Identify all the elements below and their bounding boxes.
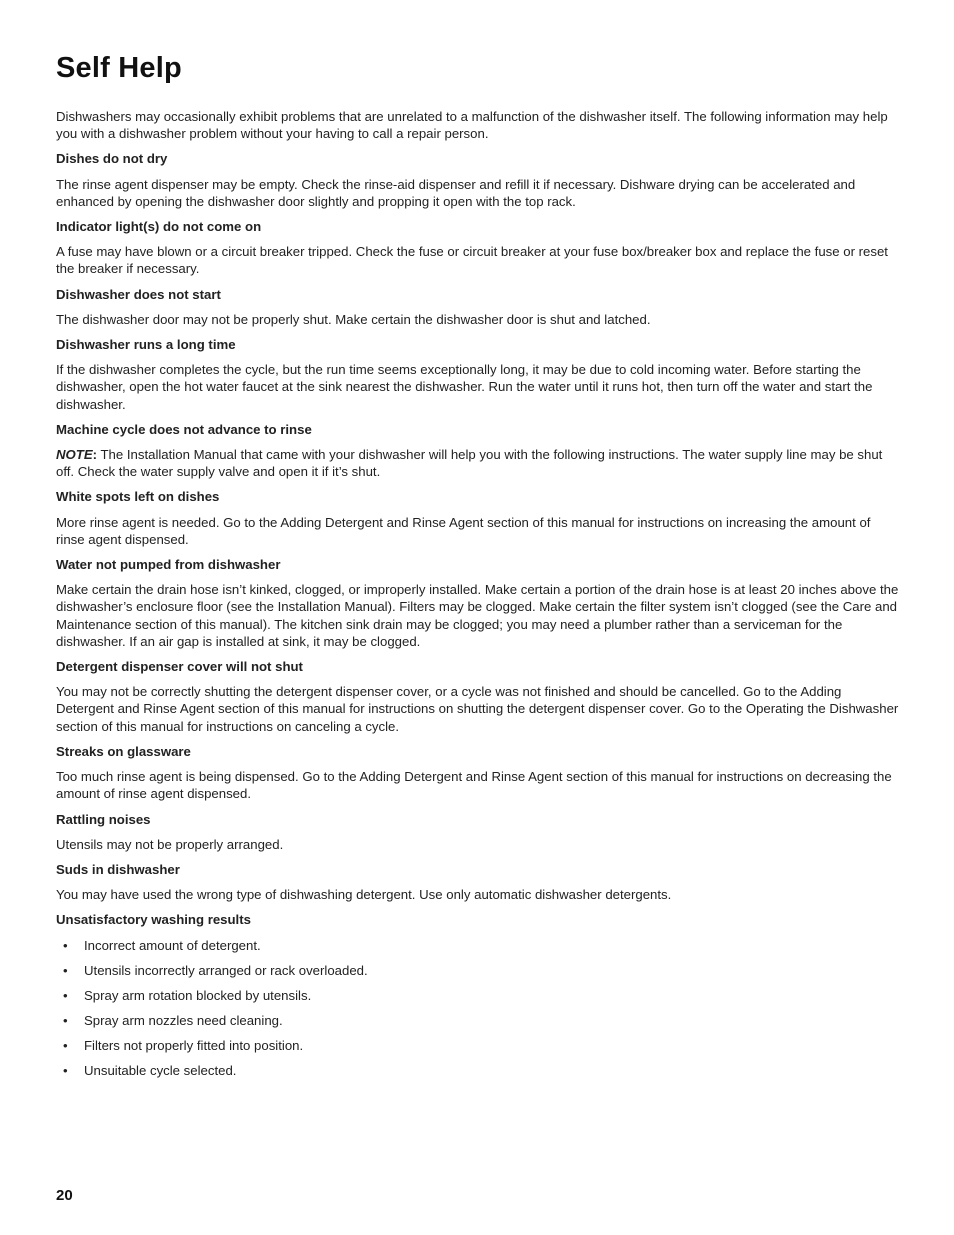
list-item	[56, 962, 901, 979]
list-item-text: Filters not properly fitted into position.	[84, 1037, 304, 1053]
section-heading: Indicator light(s) do not come on	[56, 219, 262, 235]
note-label: NOTE	[56, 447, 93, 463]
section-streaks	[56, 743, 901, 803]
section-unsatisfactory-results	[56, 911, 901, 1078]
section-heading: Dishwasher runs a long time	[56, 337, 236, 353]
section-rattling	[56, 811, 901, 853]
results-list	[56, 937, 901, 1079]
section-body	[56, 446, 901, 480]
section-heading: Detergent dispenser cover will not shut	[56, 659, 303, 675]
bullet-icon: •	[63, 1012, 68, 1028]
list-item-text: Unsuitable cycle selected.	[84, 1062, 237, 1078]
page-content	[56, 48, 901, 1087]
intro-paragraph: Dishwashers may occasionally exhibit problems that are unrelated to a malfunction of the dishwasher itself. The following information may help you with a dishwasher problem without your having to call a repair person.	[56, 109, 888, 142]
bullet-icon: •	[63, 1037, 68, 1053]
section-body: If the dishwasher completes the cycle, but the run time seems exceptionally long, it may be due to cold incoming water. Before starting the dishwasher, open the hot water faucet at the sink nearest the dishwasher. Run the water until it runs hot, then turn off the water and start the dishwasher.	[56, 362, 873, 412]
note-text: The Installation Manual that came with your dishwasher will help you with the following instructions. The water supply line may be shut off. Check the water supply valve and open it if it’s shut.	[56, 447, 883, 480]
bullet-icon: •	[63, 937, 68, 953]
section-suds	[56, 861, 901, 903]
section-heading: Dishwasher does not start	[56, 286, 221, 302]
note-colon: :	[92, 447, 98, 463]
section-heading: Machine cycle does not advance to rinse	[56, 421, 312, 437]
section-body: Utensils may not be properly arranged.	[56, 836, 284, 852]
section-dishes-do-not-dry	[56, 150, 901, 210]
section-heading: Rattling noises	[56, 811, 151, 827]
list-item	[56, 937, 901, 954]
section-runs-long-time	[56, 336, 901, 413]
bullet-icon: •	[63, 1062, 68, 1078]
list-item-text: Utensils incorrectly arranged or rack overloaded.	[84, 962, 368, 978]
section-body: You may not be correctly shutting the detergent dispenser cover, or a cycle was not finished and should be cancelled. Go to the Adding Detergent and Rinse Agent section of this manual for instructions on shutting the detergent dispenser cover. Go to the Operating the Dishwasher section of this manual for instructions on canceling a cycle.	[56, 684, 899, 734]
page-title: Self Help	[56, 52, 182, 84]
list-item	[56, 987, 901, 1004]
list-item-text: Spray arm nozzles need cleaning.	[84, 1012, 283, 1028]
section-heading: Water not pumped from dishwasher	[56, 557, 281, 573]
section-water-not-pumped	[56, 556, 901, 650]
list-item-text: Spray arm rotation blocked by utensils.	[84, 987, 312, 1003]
section-dispenser-cover	[56, 658, 901, 735]
list-item	[56, 1062, 901, 1079]
section-body: More rinse agent is needed. Go to the Adding Detergent and Rinse Agent section of this manual for instructions on increasing the amount of rinse agent dispensed.	[56, 514, 871, 547]
section-heading: Unsatisfactory washing results	[56, 912, 251, 928]
list-item	[56, 1012, 901, 1029]
section-body: The rinse agent dispenser may be empty. Check the rinse-aid dispenser and refill it if necessary. Dishware drying can be accelerated and enhanced by opening the dishwasher door slightly and propping it open with the top rack.	[56, 176, 856, 209]
section-body: Too much rinse agent is being dispensed. Go to the Adding Detergent and Rinse Agent section of this manual for instructions on decreasing the amount of rinse agent dispensed.	[56, 769, 892, 802]
section-indicator-lights	[56, 218, 901, 278]
section-does-not-start	[56, 286, 901, 328]
bullet-icon: •	[63, 987, 68, 1003]
bullet-icon: •	[63, 962, 68, 978]
section-body: The dishwasher door may not be properly shut. Make certain the dishwasher door is shut and latched.	[56, 311, 651, 327]
section-body: A fuse may have blown or a circuit breaker tripped. Check the fuse or circuit breaker at your fuse box/breaker box and replace the fuse or reset the breaker if necessary.	[56, 244, 888, 277]
section-heading: Dishes do not dry	[56, 151, 168, 167]
list-item	[56, 1037, 901, 1054]
section-heading: White spots left on dishes	[56, 489, 220, 505]
section-cycle-not-advance	[56, 421, 901, 481]
section-heading: Streaks on glassware	[56, 743, 191, 759]
list-item-text: Incorrect amount of detergent.	[84, 937, 261, 953]
section-body: You may have used the wrong type of dishwashing detergent. Use only automatic dishwasher detergents.	[56, 887, 672, 903]
section-body: Make certain the drain hose isn’t kinked, clogged, or improperly installed. Make certain a portion of the drain hose is at least 20 inches above the dishwasher’s enclosure floor (see the Installation Manual). Filters may be clogged. Make certain the filter system isn’t clogged (see the Care and Maintenance section of this manual). The kitchen sink drain may be clogged; you may need a plumber rather than a serviceman for the dishwasher. If an air gap is installed at sink, it may be clogged.	[56, 582, 899, 649]
section-heading: Suds in dishwasher	[56, 861, 180, 877]
page-number: 20	[56, 1187, 73, 1204]
section-white-spots	[56, 488, 901, 548]
